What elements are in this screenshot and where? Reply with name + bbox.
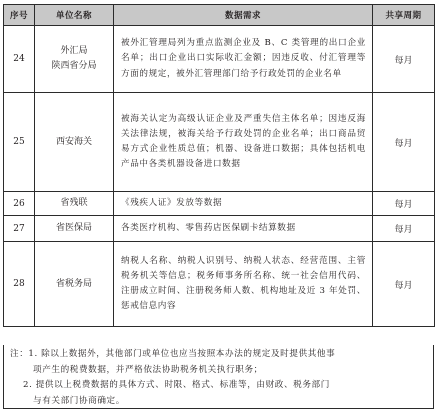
row-unit-line: 西安海关 — [55, 136, 92, 147]
row-unit-line: 外汇局 — [60, 46, 88, 56]
row-unit-line: 省医保局 — [55, 223, 92, 233]
row-unit — [35, 216, 114, 242]
row-unit — [35, 192, 114, 216]
footnote-line: 2. 提供以上税费数据的具体方式、时限、格式、标准等，由财政、税务部门 — [23, 380, 330, 390]
row-requirement: 被外汇管理局列为重点监测企业及 B、C 类管理的出口企业名单；出口企业出口实际收汇金额；因违反收、付汇管理等方面的规定，被外汇管理部门给予行政处罚的企业名单 — [114, 26, 373, 93]
table-header-row — [4, 5, 435, 26]
row-no: 25 — [4, 93, 35, 192]
row-no: 26 — [4, 192, 35, 216]
row-no: 28 — [4, 242, 35, 327]
row-unit-line: 省残联 — [60, 198, 88, 208]
table-row — [4, 216, 435, 242]
row-period: 每月 — [373, 216, 435, 242]
table-footnote — [3, 345, 434, 409]
row-requirement: 各类医疗机构、零售药店医保刷卡结算数据 — [114, 216, 373, 242]
data-sharing-table — [3, 4, 435, 327]
footnote-line: 与有关部门协商确定。 — [33, 395, 125, 406]
row-unit-line: 陕西省分局 — [51, 61, 97, 71]
table-row — [4, 26, 435, 93]
row-requirement: 被海关认定为高级认证企业及严重失信主体名单；因违反海关法律法规，被海关给予行政处罚的企业名单；出口商品贸易方式企业性质总值；机器、设备进口数据；具体包括机电产品中各类机器设备进口数据 — [114, 93, 373, 192]
row-period: 每月 — [373, 26, 435, 93]
row-no: 27 — [4, 216, 35, 242]
table-row — [4, 242, 435, 327]
row-unit — [35, 242, 114, 327]
row-unit-line: 省税务局 — [55, 278, 92, 289]
header-unit: 单位名称 — [35, 5, 114, 26]
table-row — [4, 93, 435, 192]
row-period: 每月 — [373, 93, 435, 192]
table-row — [4, 192, 435, 216]
row-requirement: 纳税人名称、纳税人识别号、纳税人状态、经营范围、主管税务机关等信息；税务师事务所名称、统一社会信用代码、注册成立时间、注册税务师人数、机构地址及近 3 年处罚、惩戒信息内容 — [114, 242, 373, 327]
row-unit — [35, 93, 114, 192]
row-no: 24 — [4, 26, 35, 93]
row-period: 每月 — [373, 192, 435, 216]
header-period: 共享周期 — [373, 5, 435, 26]
row-period: 每月 — [373, 242, 435, 327]
row-unit — [35, 26, 114, 93]
footnote-line: 注：1. 除以上数据外，其他部门或单位也应当按照本办法的规定及时提供其他事 — [10, 349, 336, 359]
footnote-line: 项产生的税费数据，并严格依法协助税务机关执行职务； — [33, 364, 263, 375]
header-no: 序号 — [4, 5, 35, 26]
header-requirement: 数据需求 — [114, 5, 373, 26]
row-requirement: 《残疾人证》发放等数据 — [114, 192, 373, 216]
